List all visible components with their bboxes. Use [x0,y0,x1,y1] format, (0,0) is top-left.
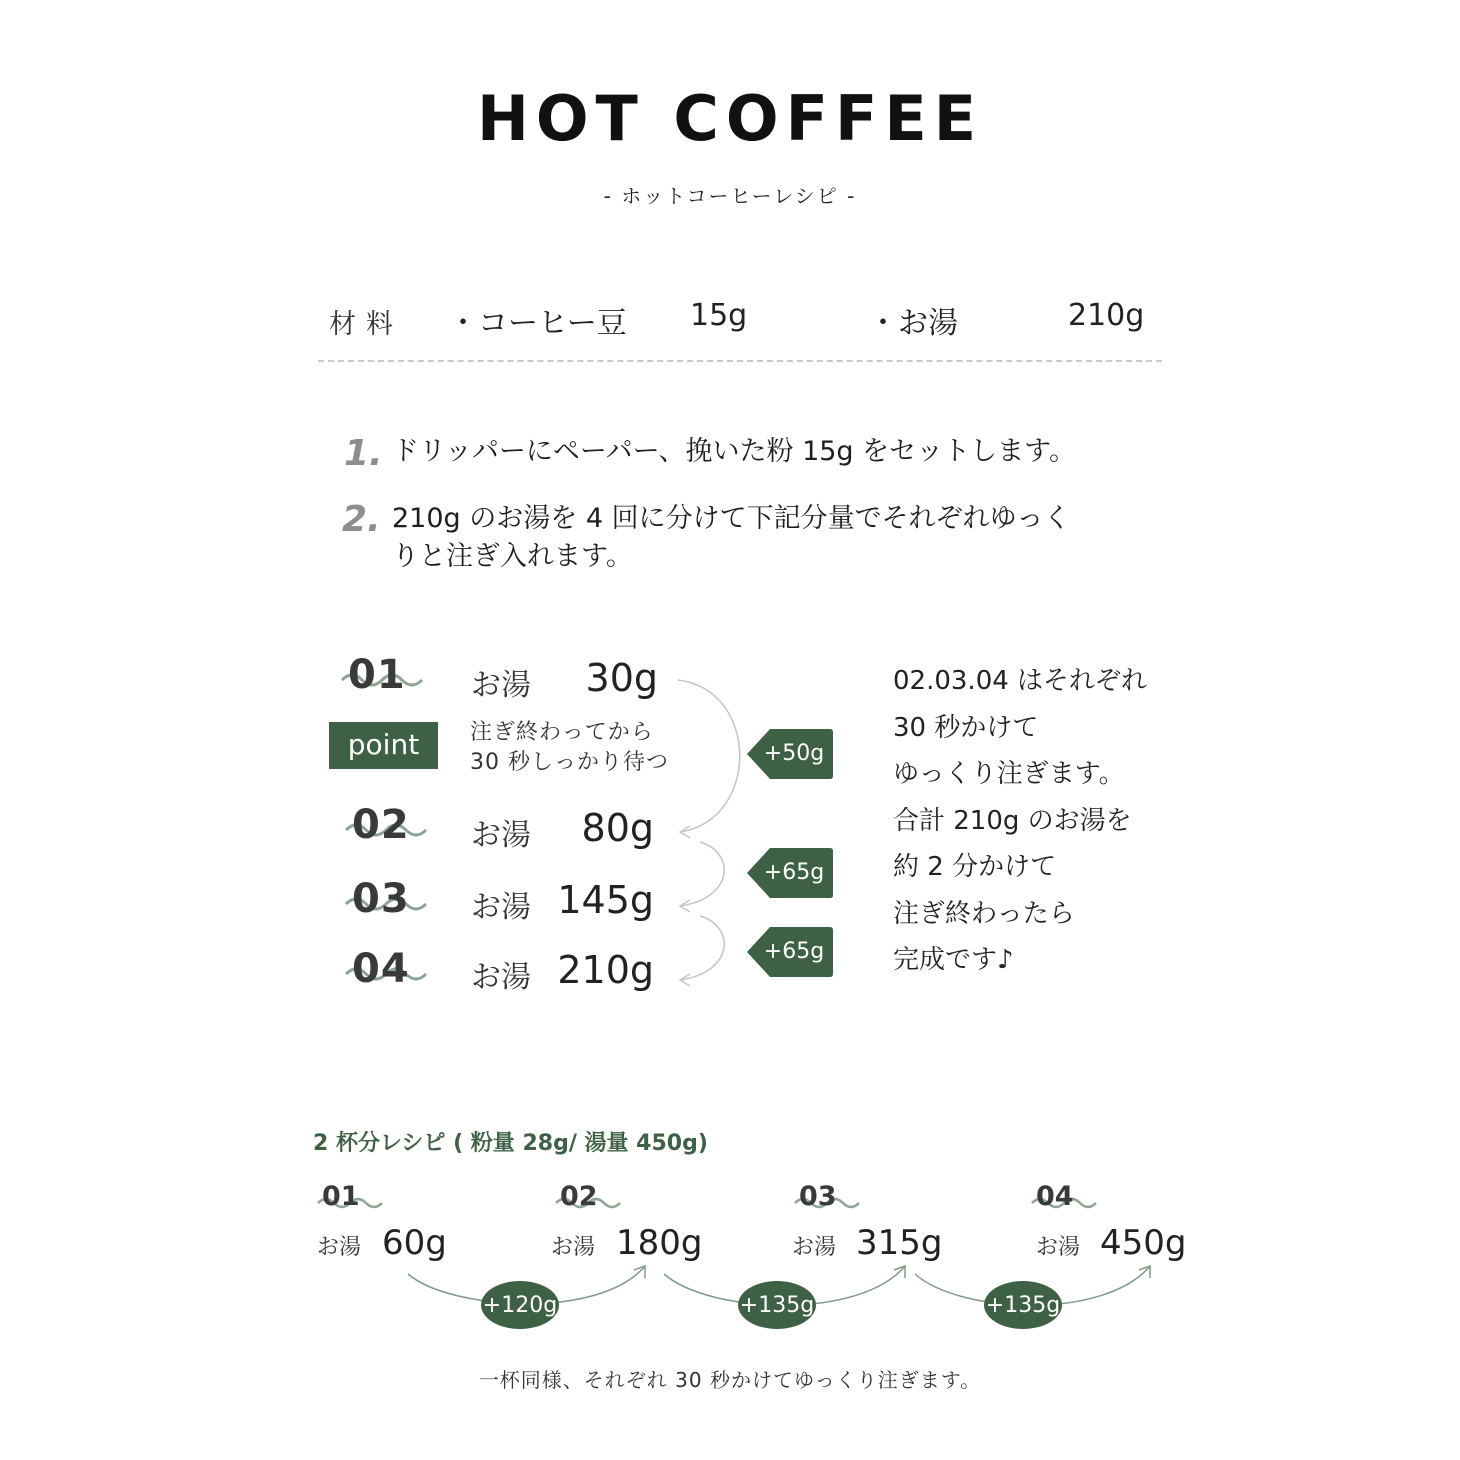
ingredient-water-amount: 210g [1068,298,1145,333]
footer-note: 一杯同様、それぞれ 30 秒かけてゆっくり注ぎます。 [478,1368,982,1392]
pour-label-01: お湯 [471,668,531,703]
point-note-line: 注ぎ終わってから [470,720,654,745]
pour-label-03: お湯 [471,890,531,925]
side-note-line: 合計 210g のお湯を [893,805,1132,836]
step-text-line: 210g のお湯を 4 回に分けて下記分量でそれぞれゆっく [392,503,1071,534]
side-note-line: 完成です♪ [893,945,1014,975]
pour-label-04: お湯 [471,960,531,995]
side-note [893,658,1147,984]
point-note [470,718,669,778]
step-number-2: 2. [342,499,381,540]
two-cup-number-04: 04 [1036,1181,1074,1212]
two-cup-number-03: 03 [799,1181,837,1212]
two-cup-number-01: 01 [322,1181,360,1212]
increment-tag-3 [747,927,833,977]
two-cup-label-03: お湯 [792,1235,837,1260]
arrow-01-02 [678,680,740,832]
arrow-03-04 [680,916,724,980]
pour-number-03: 03 [352,876,410,922]
pour-label-02: お湯 [471,818,531,853]
side-note-line: 02.03.04 はそれぞれ [893,666,1148,696]
two-cup-increment-3: +135g [985,1293,1061,1318]
two-cup-value-02: 180g [616,1223,703,1263]
pour-value-01: 30g [585,656,658,700]
step-text-line: りと注ぎ入れます。 [392,541,633,572]
ingredient-water-name: ・お湯 [868,306,958,341]
side-note-line: 約 2 分かけて [893,852,1057,882]
two-cup-label-04: お湯 [1036,1235,1081,1260]
step-number-1: 1. [344,433,383,474]
two-cup-value-01: 60g [382,1223,447,1263]
two-cup-increment-1: +120g [482,1293,558,1318]
two-cup-value-04: 450g [1100,1223,1187,1263]
two-cup-title: 2 杯分レシピ ( 粉量 28g/ 湯量 450g) [313,1131,708,1156]
ingredients-label: 材料 [329,309,403,340]
pour-number-01: 01 [348,652,406,698]
two-cup-label-01: お湯 [317,1235,362,1260]
increment-tag-label: +65g [763,860,825,885]
side-note-line: 注ぎ終わったら [893,898,1075,929]
two-cup-value-03: 315g [856,1223,943,1263]
side-note-line: ゆっくり注ぎます。 [893,759,1125,789]
pour-value-04: 210g [557,948,654,992]
page-subtitle: - ホットコーヒーレシピ - [603,184,857,208]
two-cup-increment-2: +135g [739,1293,815,1318]
page-title: HOT COFFEE [476,82,984,155]
ingredient-coffee-name: ・コーヒー豆 [448,306,627,341]
point-badge: point [329,722,438,769]
increment-tag-1 [747,729,833,779]
arrow-02-03 [680,842,724,906]
increment-tag-2 [747,848,833,898]
pour-value-02: 80g [581,806,654,850]
two-cup-number-02: 02 [560,1181,598,1212]
step-text-line: ドリッパーにペーパー、挽いた粉 15g をセットします。 [392,436,1076,467]
pour-number-02: 02 [352,802,410,848]
point-note-line: 30 秒しっかり待つ [470,750,669,775]
ingredient-coffee-amount: 15g [690,298,748,333]
increment-tag-label: +50g [763,741,825,766]
pour-number-04: 04 [352,946,410,992]
increment-tag-label: +65g [763,939,825,964]
pour-value-03: 145g [557,878,654,922]
two-cup-label-02: お湯 [551,1235,596,1260]
side-note-line: 30 秒かけて [893,712,1039,743]
